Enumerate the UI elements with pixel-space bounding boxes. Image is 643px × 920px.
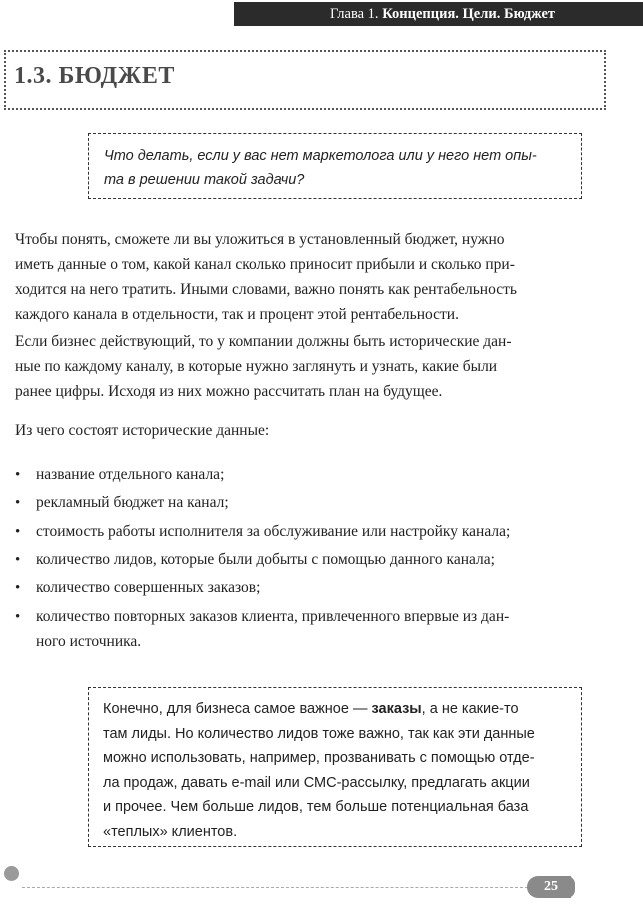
bullet-icon: • xyxy=(15,580,21,596)
paragraph-line: Из чего состоят исторические данные: xyxy=(15,422,270,439)
section-title: 1.3. БЮДЖЕТ xyxy=(14,63,175,89)
orders-note-text: Конечно, для бизнеса самое важное — xyxy=(103,701,372,717)
list-item-text: количество лидов, которые были добыты с помощью данного канала; xyxy=(36,551,495,568)
orders-note-line: и прочее. Чем больше лидов, тем больше потенциальная база xyxy=(103,799,529,815)
paragraph-line: иметь данные о том, какой канал сколько приносит прибыли и сколько при- xyxy=(15,256,515,273)
bullet-icon: • xyxy=(15,467,21,483)
list-item-text: ного источника. xyxy=(36,633,142,650)
paragraph-line: ходится на него тратить. Иными словами, важно понять как рентабельность xyxy=(15,281,517,298)
question-note-line: та в решении такой задачи? xyxy=(104,172,305,188)
orders-note-line: можно использовать, например, прозванивать с помощью отде- xyxy=(103,750,535,766)
footer-divider xyxy=(22,887,528,888)
question-note xyxy=(104,144,579,192)
chapter-header xyxy=(234,2,643,26)
orders-note-line: там лиды. Но количество лидов тоже важно, так как эти данные xyxy=(103,725,535,742)
chapter-prefix: Глава 1. xyxy=(330,6,379,22)
bullet-icon: • xyxy=(15,495,21,511)
list-item-text: название отдельного канала; xyxy=(36,466,225,483)
paragraph-budget-intro xyxy=(15,227,575,327)
paragraph-line: каждого канала в отдельности, так и процент этой рентабельности. xyxy=(15,306,459,323)
list-item-text: количество совершенных заказов; xyxy=(36,579,261,596)
paragraph-line: Чтобы понять, сможете ли вы уложиться в установленный бюджет, нужно xyxy=(15,231,505,248)
paragraph-historical-data xyxy=(15,329,575,404)
orders-note-bold: заказы xyxy=(371,701,422,717)
list-item-text: стоимость работы исполнителя за обслуживание или настройку канала; xyxy=(36,523,511,540)
bullet-icon: • xyxy=(15,524,21,540)
page-number: 25 xyxy=(544,879,558,894)
paragraph-list-intro xyxy=(15,418,575,443)
orders-note-text: , а не какие-то xyxy=(421,701,519,717)
question-note-line: Что делать, если у вас нет маркетолога или у него нет опы- xyxy=(104,148,537,164)
paragraph-line: ные по каждому каналу, в которые нужно заглянуть и узнать, какие были xyxy=(15,358,498,375)
bullet-icon: • xyxy=(15,552,21,568)
orders-note-line xyxy=(103,697,573,722)
bullet-icon: • xyxy=(15,609,21,625)
list-item-text: количество повторных заказов клиента, привлеченного впервые из дан- xyxy=(36,608,510,625)
orders-note-line: «теплых» клиентов. xyxy=(103,823,238,840)
paragraph-line: Если бизнес действующий, то у компании должны быть исторические дан- xyxy=(15,333,512,350)
chapter-title: Концепция. Цели. Бюджет xyxy=(382,6,556,22)
orders-note xyxy=(103,697,573,844)
list-item-text: рекламный бюджет на канал; xyxy=(36,494,229,511)
footer-dot-icon xyxy=(4,866,19,881)
paragraph-line: ранее цифры. Исходя из них можно рассчитать план на будущее. xyxy=(15,383,443,400)
orders-note-line: ла продаж, давать e-mail или СМС-рассылку, предлагать акции xyxy=(103,774,530,791)
